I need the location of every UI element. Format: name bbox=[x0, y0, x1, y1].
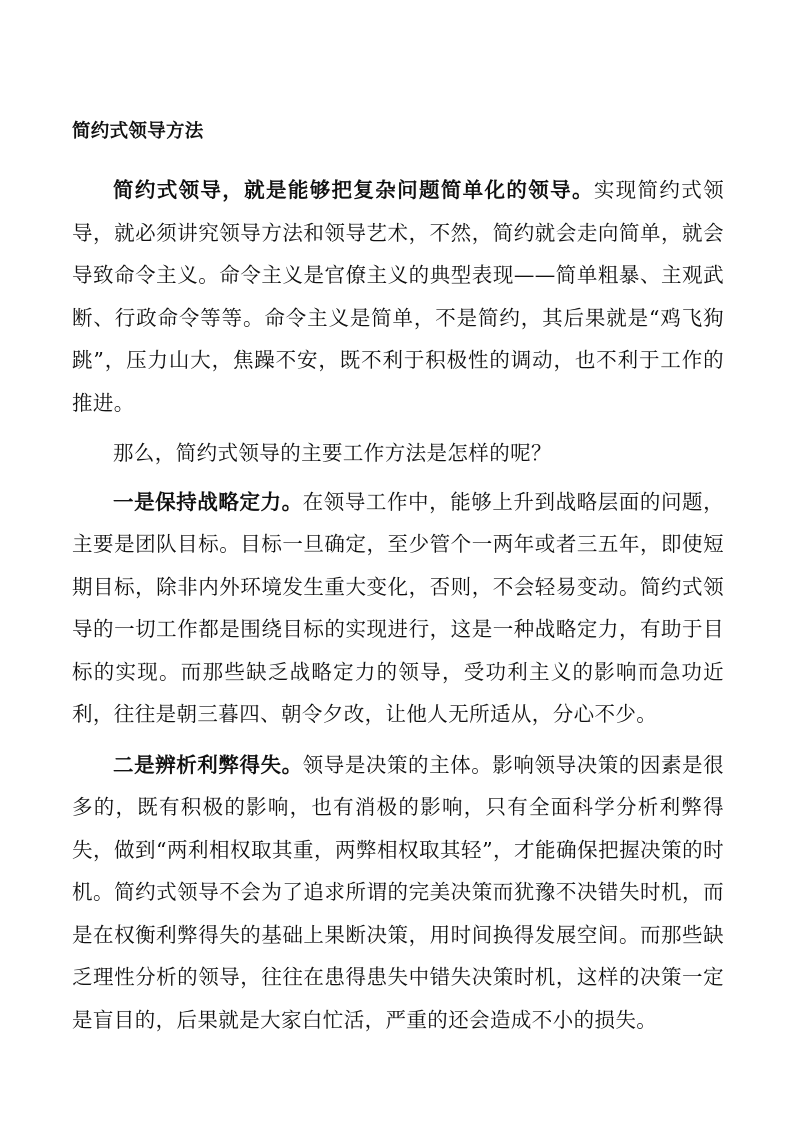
paragraph-intro bbox=[72, 169, 724, 424]
paragraph-body: 那么，简约式领导的主要工作方法是怎样的呢？ bbox=[113, 441, 552, 465]
paragraph-lead: 简约式领导，就是能够把复杂问题简单化的领导。 bbox=[113, 178, 594, 202]
paragraph-pros-cons bbox=[72, 744, 724, 1042]
paragraph-lead: 一是保持战略定力。 bbox=[113, 489, 303, 514]
document-title: 简约式领导方法 bbox=[72, 121, 204, 142]
paragraph-strategy bbox=[72, 481, 724, 736]
paragraph-lead: 二是辨析利弊得失。 bbox=[113, 752, 303, 777]
paragraph-body: 在领导工作中，能够上升到战略层面的问题，主要是团队目标。目标一旦确定，至少管个一两年或者三五年，即使短期目标，除非内外环境发生重大变化，否则，不会轻易变动。简约式领导的一切工作都是围绕目标的实现进行，这是一种战略定力，有助于目标的实现。而那些缺乏战略定力的领导，受功利主义的影响而急功近利，往往是朝三暮四、朝令夕改，让他人无所适从，分心不少。 bbox=[72, 489, 724, 726]
paragraph-question bbox=[72, 432, 724, 475]
document-page bbox=[72, 118, 724, 1049]
paragraph-body: 领导是决策的主体。影响领导决策的因素是很多的，既有积极的影响，也有消极的影响，只有全面科学分析利弊得失，做到“两利相权取其重，两弊相权取其轻”，才能确保把握决策的时机。简约式领导不会为了追求所谓的完美决策而犹豫不决错失时机，而是在权衡利弊得失的基础上果断决策，用时间换得发展空间。而那些缺乏理性分析的领导，往往在患得患失中错失决策时机，这样的决策一定是盲目的，后果就是大家白忙活，严重的还会造成不小的损失。 bbox=[72, 752, 724, 1032]
paragraph-body: 实现简约式领导，就必须讲究领导方法和领导艺术，不然，简约就会走向简单，就会导致命令主义。命令主义是官僚主义的典型表现——简单粗暴、主观武断、行政命令等等。命令主义是简单，不是简约，其后果就是“鸡飞狗跳”，压力山大，焦躁不安，既不利于积极性的调动，也不利于工作的推进。 bbox=[72, 178, 724, 415]
